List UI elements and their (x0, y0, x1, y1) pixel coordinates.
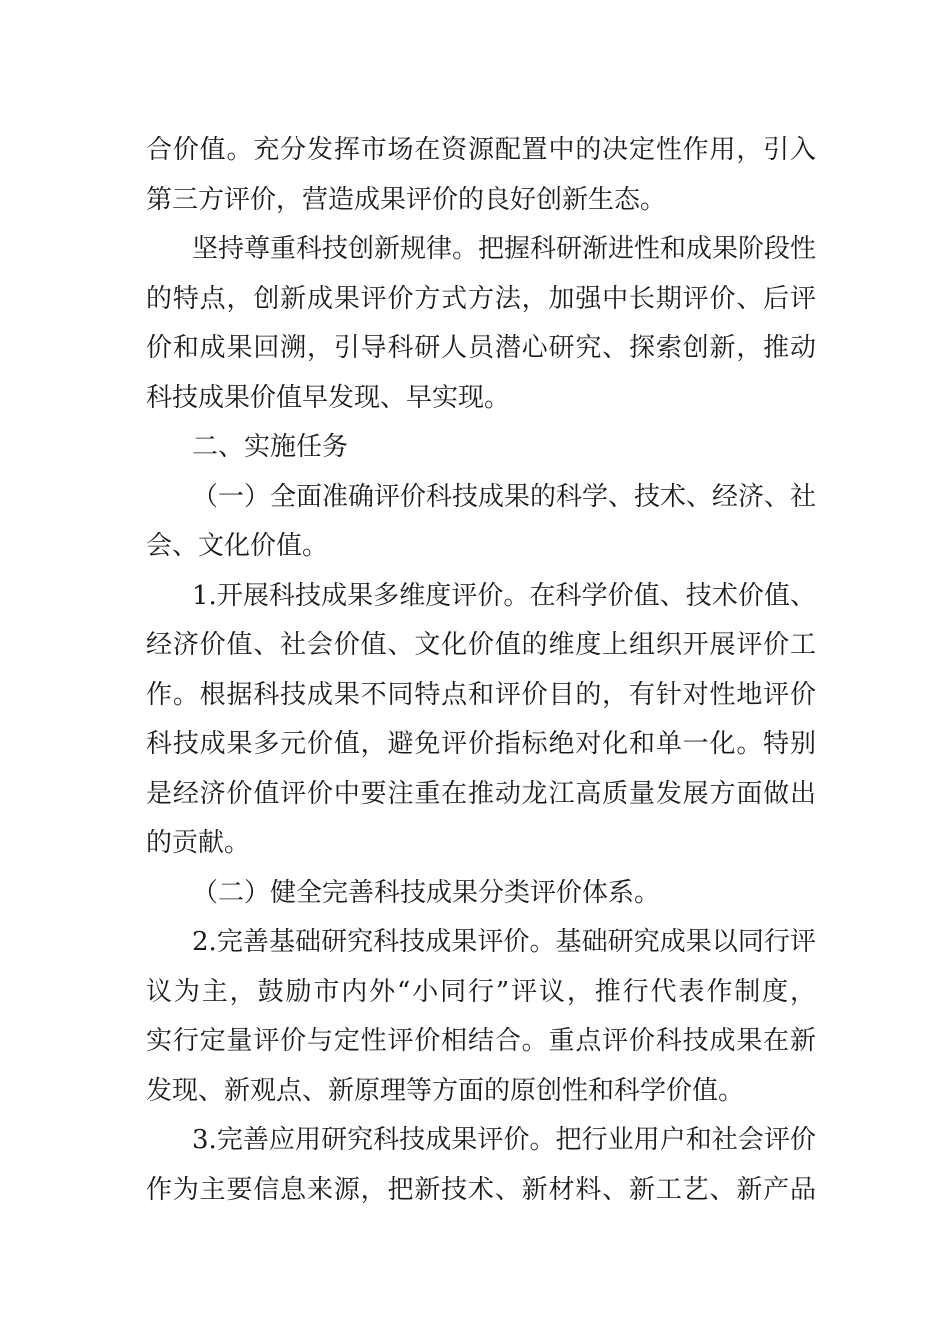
text-line: 会、文化价值。 (146, 531, 329, 561)
text-line: 作。根据科技成果不同特点和评价目的，有针对性地评价 (146, 679, 816, 710)
text-line: 发现、新观点、新原理等方面的原创性和科学价值。 (146, 1075, 745, 1106)
text-line: 的贡献。 (146, 828, 251, 858)
text-line: 价和成果回溯，引导科研人员潜心研究、探索创新，推动 (146, 333, 816, 363)
text-line: 是经济价值评价中要注重在推动龙江高质量发展方面做出 (146, 778, 816, 809)
text-line: 科技成果多元价值，避免评价指标绝对化和单一化。特别 (146, 729, 816, 759)
text-line: 实行定量评价与定性评价相结合。重点评价科技成果在新 (146, 1026, 816, 1056)
text-line: 议为主，鼓励市内外“小同行”评议，推行代表作制度， (146, 976, 816, 1007)
text-line: 科技成果价值早发现、早实现。 (146, 382, 511, 413)
subsection-heading: （一）全面准确评价科技成果的科学、技术、经济、社 (192, 481, 817, 512)
text-line: 的特点，创新成果评价方式方法，加强中长期评价、后评 (146, 283, 816, 314)
section-heading: 二、实施任务 (192, 432, 349, 462)
text-line: 合价值。充分发挥市场在资源配置中的决定性作用，引入 (146, 135, 816, 165)
paragraph-first-line: 3.完善应用研究科技成果评价。把行业用户和社会评价 (192, 1125, 816, 1155)
text-line: 经济价值、社会价值、文化价值的维度上组织开展评价工 (146, 630, 816, 660)
text-line: 第三方评价，营造成果评价的良好创新生态。 (146, 184, 667, 215)
paragraph-first-line: 坚持尊重科技创新规律。把握科研渐进性和成果阶段性 (192, 234, 817, 264)
paragraph-first-line: 1.开展科技成果多维度评价。在科学价值、技术价值、 (192, 580, 816, 611)
subsection-heading: （二）健全完善科技成果分类评价体系。 (192, 877, 661, 908)
paragraph-first-line: 2.完善基础研究科技成果评价。基础研究成果以同行评 (192, 927, 816, 957)
text-line: 作为主要信息来源，把新技术、新材料、新工艺、新产品 (146, 1174, 816, 1205)
body-text (146, 126, 816, 1215)
